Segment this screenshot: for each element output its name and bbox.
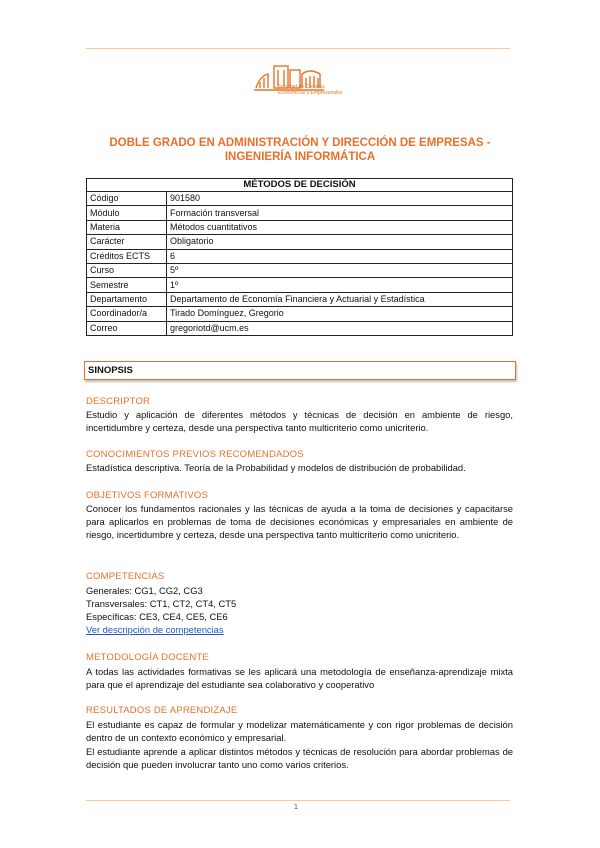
competencias-heading: COMPETENCIAS [86,571,165,582]
row-value: 901580 [167,192,513,206]
competencias-generales: Generales: CG1, CG2, CG3 [86,585,203,596]
metodologia-text: A todas las actividades formativas se les aplicará una metodología de enseñanza-aprendizaje mixta para que el aprendizaje del estudiante sea colaborativo y cooperativo [86,666,513,691]
row-key: Curso [87,263,167,277]
row-value: Departamento de Economía Financiera y Actuarial y Estadística [167,292,513,306]
table-row [87,206,513,220]
table-row [87,235,513,249]
row-key: Código [87,192,167,206]
table-row [87,192,513,206]
metodologia-heading: METODOLOGÍA DOCENTE [86,652,209,663]
table-row [87,220,513,234]
table-row [87,321,513,335]
course-info-table [86,178,513,336]
table-row [87,307,513,321]
row-key: Créditos ECTS [87,249,167,263]
row-value: 6 [167,249,513,263]
sinopsis-box [84,361,516,380]
row-key: Carácter [87,235,167,249]
row-key: Materia [87,220,167,234]
row-value: Métodos cuantitativos [167,220,513,234]
objetivos-text: Conocer los fundamentos racionales y las técnicas de ayuda a la toma de decisiones y capacitarse para aplicarlos en problemas de toma de decisiones económicas y empresariales en ambiente de riesgo, incertidumbre y certeza, desde una perspectiva tanto multicriterio como unicriterio. [86,503,513,541]
conocimientos-heading: CONOCIMIENTOS PREVIOS RECOMENDADOS [86,449,304,460]
objetivos-heading: OBJETIVOS FORMATIVOS [86,490,209,501]
faculty-logo [250,58,350,106]
table-row [87,249,513,263]
row-key: Módulo [87,206,167,220]
conocimientos-text: Estadística descriptiva. Teoría de la Probabilidad y modelos de distribución de probabilidad. [86,462,466,473]
table-row [87,263,513,277]
row-value: gregoriotd@ucm.es [167,321,513,335]
row-key: Coordinador/a [87,307,167,321]
row-key: Semestre [87,278,167,292]
row-value: 5º [167,263,513,277]
table-row [87,278,513,292]
degree-title: DOBLE GRADO EN ADMINISTRACIÓN Y DIRECCIÓN DE EMPRESAS - INGENIERÍA INFORMÁTICA [109,137,491,163]
competencias-link[interactable]: Ver descripción de competencias [86,624,224,635]
header-divider [86,48,510,49]
row-value: Formación transversal [167,206,513,220]
competencias-transversales: Transversales: CT1, CT2, CT4, CT5 [86,598,237,609]
row-key: Correo [87,321,167,335]
row-value: Obligatorio [167,235,513,249]
footer-divider [86,800,510,801]
resultados-text-2: El estudiante aprende a aplicar distintos métodos y técnicas de resolución para abordar problemas de decisión que pueden involucrar tanto uno como varios criterios. [86,746,513,771]
table-row [87,292,513,306]
row-key: Departamento [87,292,167,306]
resultados-heading: RESULTADOS DE APRENDIZAJE [86,705,238,716]
page-number: 1 [294,804,298,811]
course-name: MÉTODOS DE DECISIÓN [87,179,513,192]
resultados-text-1: El estudiante es capaz de formular y modelizar matemáticamente y con rigor problemas de decisión dentro de un contexto económico y empresarial. [86,719,513,744]
logo-text: Facultad de Ciencias Económicas y Empresariales [278,84,343,96]
row-value: 1º [167,278,513,292]
competencias-especificas: Específicas: CE3, CE4, CE5, CE6 [86,611,228,622]
sinopsis-label: SINOPSIS [88,365,133,376]
descriptor-heading: DESCRIPTOR [86,396,151,407]
row-value: Tirado Domínguez, Gregorio [167,307,513,321]
descriptor-text: Estudio y aplicación de diferentes métodos y técnicas de decisión en ambiente de riesgo, incertidumbre y certeza, desde una perspectiva tanto multicriterio como unicriterio. [86,409,513,434]
